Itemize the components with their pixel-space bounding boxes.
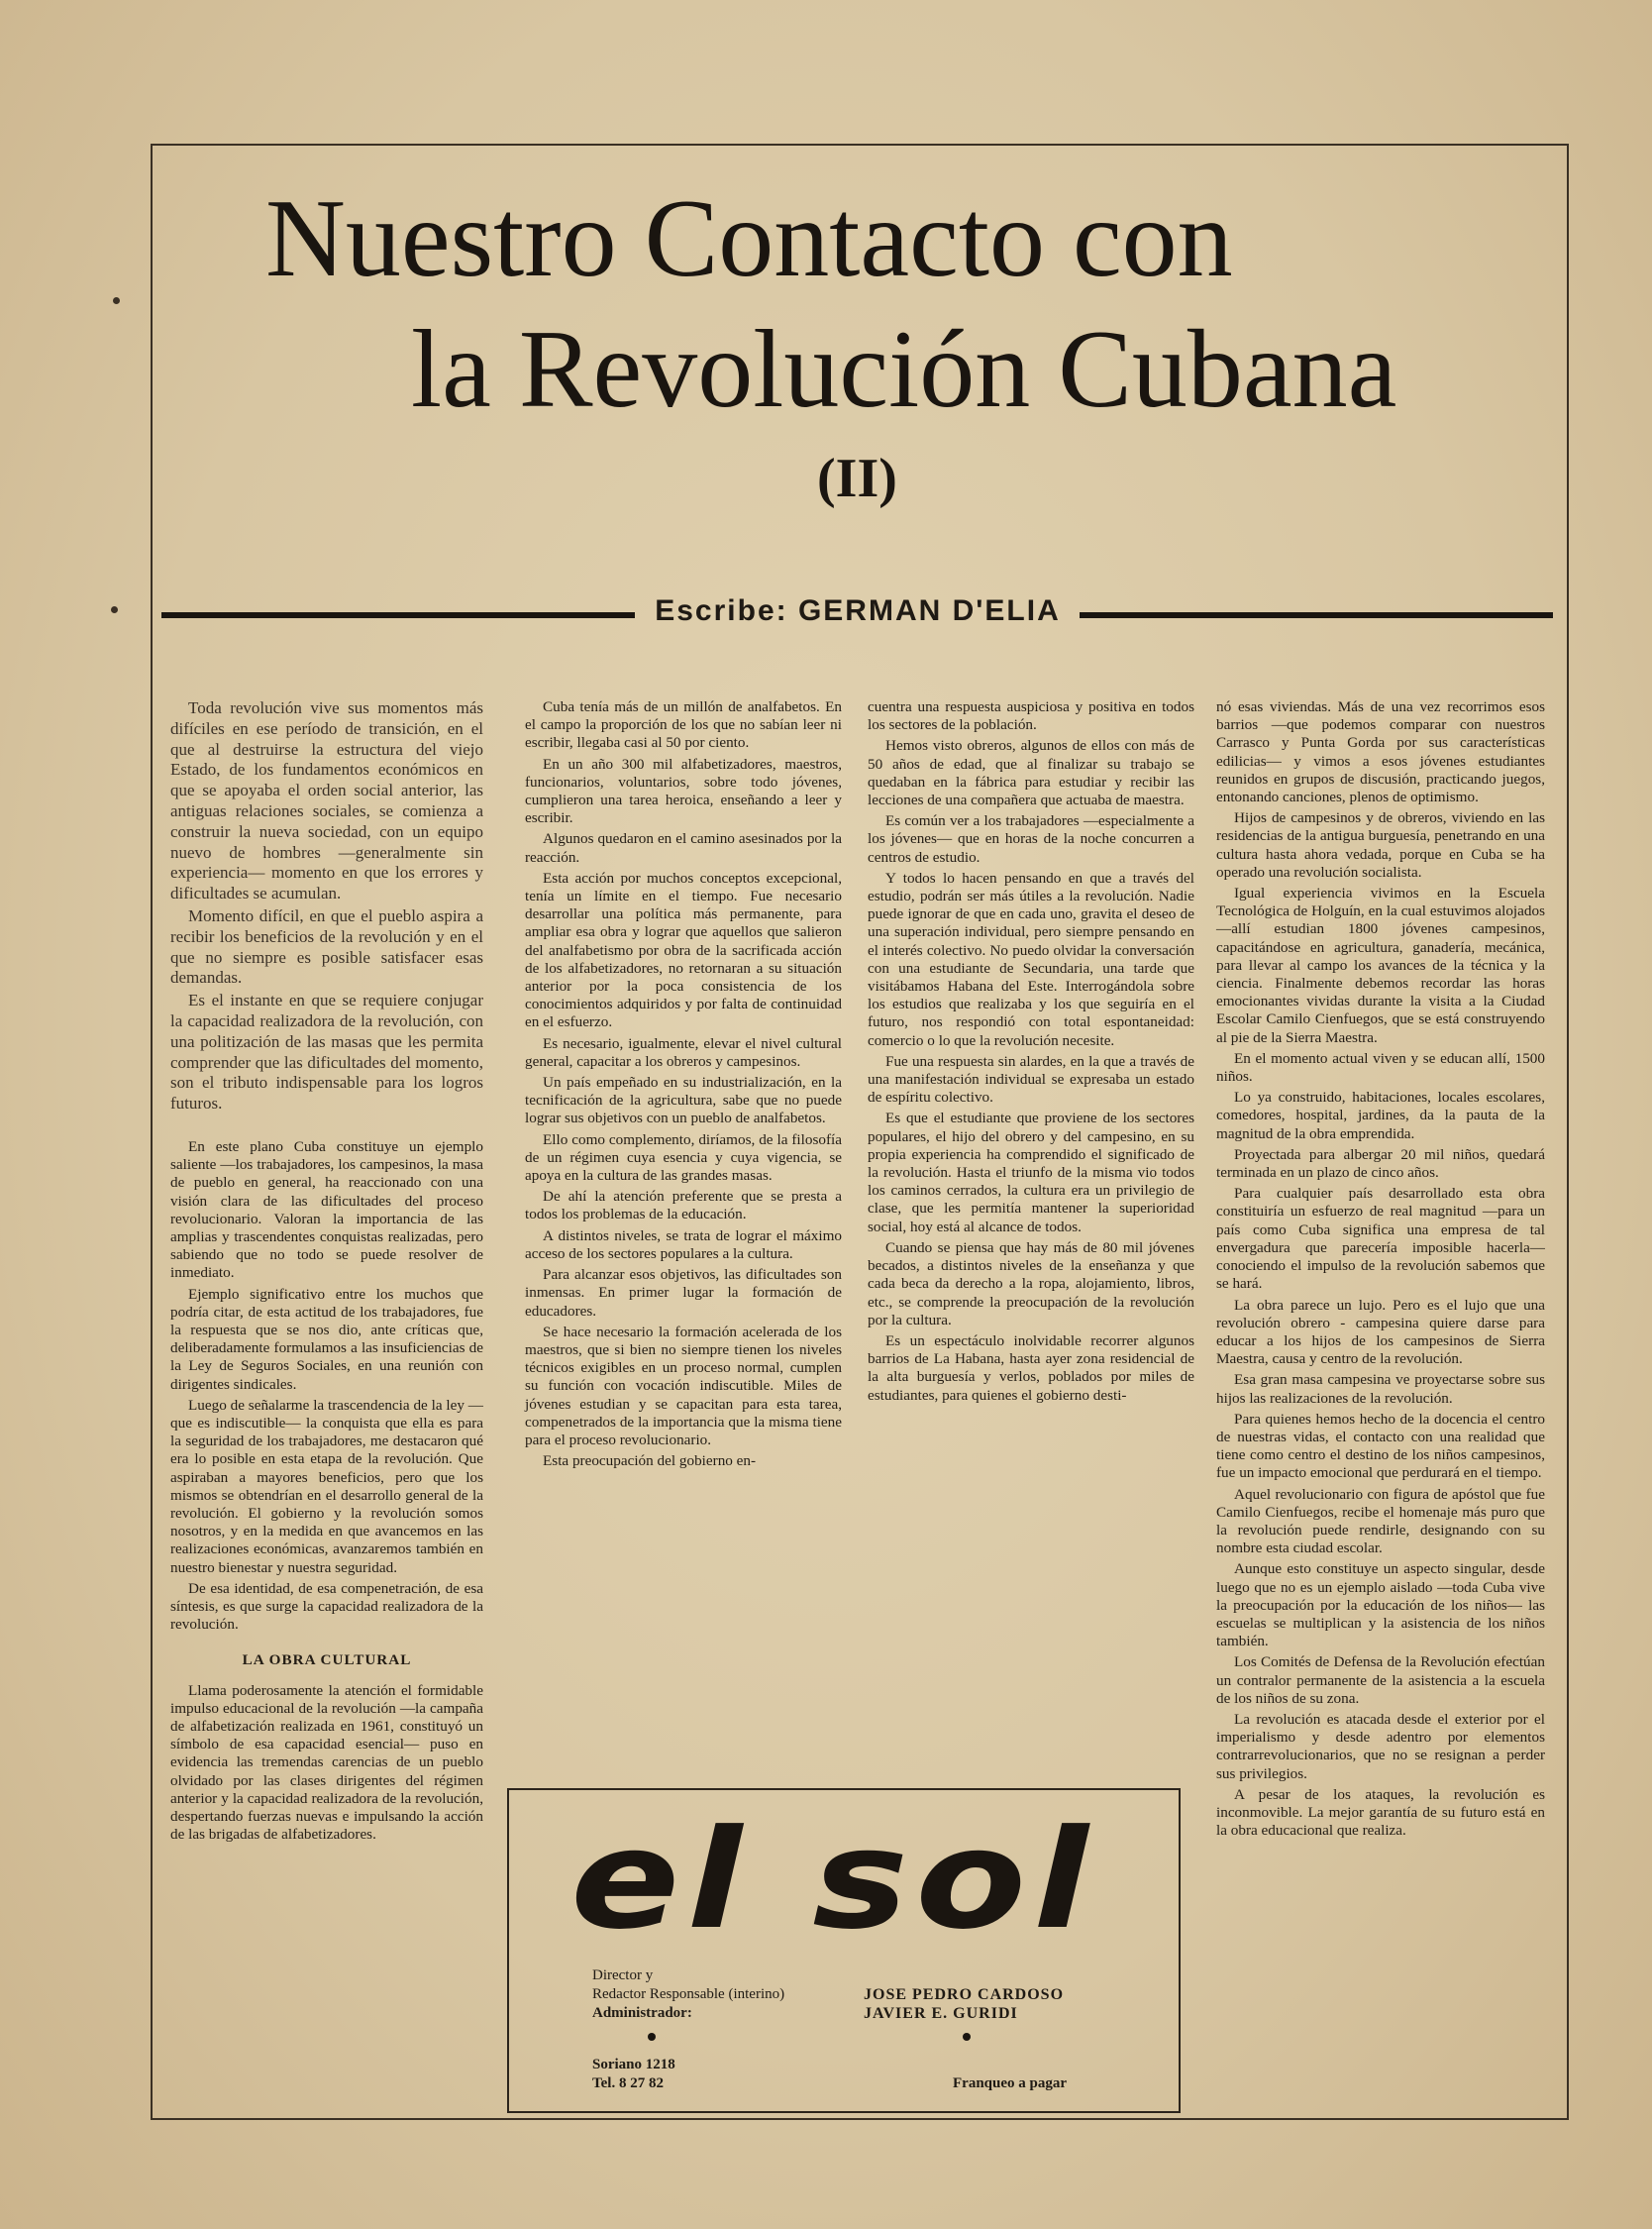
paragraph: La revolución es atacada desde el exterior por el imperialismo y desde adentro por elementos contrarrevolucionarios, que no se resignan a perder sus privilegios. bbox=[1216, 1710, 1545, 1782]
paragraph: En el momento actual viven y se educan allí, 1500 niños. bbox=[1216, 1049, 1545, 1086]
paragraph: La obra parece un lujo. Pero es el lujo que una revolución obrero - campesina quiere darse para educar a los hijos de los campesinos de Sierra Maestra, causa y centro de la revolución. bbox=[1216, 1296, 1545, 1368]
print-mark bbox=[111, 606, 118, 613]
paragraph: Lo ya construido, habitaciones, locales escolares, comedores, hospital, jardines, da la pauta de la magnitud de la obra emprendida. bbox=[1216, 1089, 1545, 1142]
paragraph: Esta preocupación del gobierno en- bbox=[543, 1452, 757, 1470]
paragraph: Esta acción por muchos conceptos excepcional, tenía un límite en el tiempo. Fue necesario desarrollar una política más permanente, para ampliar esa obra y lograr que aquellos que salieron del analfabetismo por obra de la sacrificada acción de los alfabetizadores, no retornaran a su situación anterior por la poca consistencia de los conocimientos adquiridos y por falta de continuidad en el esfuerzo. bbox=[525, 869, 842, 1031]
el-sol-logo bbox=[570, 1800, 1096, 1960]
paragraph: Los Comités de Defensa de la Revolución efectúan un contralor permanente de la asistencia a la escuela de los niños de su zona. bbox=[1216, 1653, 1545, 1707]
bullet-dot bbox=[963, 2033, 971, 2041]
print-mark bbox=[113, 297, 120, 304]
byline-rule-left bbox=[161, 612, 635, 618]
paragraph: Cuba tenía más de un millón de analfabetos. En el campo la proporción de los que no sabían leer ni escribir, llegaba casi al 50 por ciento. bbox=[525, 698, 842, 752]
paragraph: Para quienes hemos hecho de la docencia el centro de nuestras vidas, el contacto con una realidad que tiene como centro el destino de los niños campesinos, fue un impacto emocional que perdurará en el tiempo. bbox=[1216, 1410, 1545, 1482]
paragraph: En un año 300 mil alfabetizadores, maestros, funcionarios, voluntarios, sobre todo jóvenes, cumplieron una tarea heroica, enseñando a leer y escribir. bbox=[525, 755, 842, 827]
paragraph: Es un espectáculo inolvidable recorrer algunos barrios de La Habana, hasta ayer zona residencial de la alta burguesía y verlos, poblados por miles de estudiantes, para quienes el gobierno desti- bbox=[868, 1331, 1194, 1404]
paragraph: Proyectada para albergar 20 mil niños, quedará terminada en un plazo de cinco años. bbox=[1216, 1145, 1545, 1182]
masthead-credits bbox=[592, 1966, 784, 2023]
logo-text: el sol bbox=[570, 1800, 1096, 1960]
paragraph: Es que el estudiante que proviene de los sectores populares, el hijo del obrero y del campesino, en su propia experiencia ha comprendido el significado de la revolución. Hasta el triunfo de la misma vio todos los caminos cerrados, la cultura era un privilegio de clase, que les permitía mantener la superioridad social, hoy está al alcance de todos. bbox=[868, 1110, 1194, 1235]
phone: Tel. 8 27 82 bbox=[592, 2075, 664, 2091]
paragraph: Toda revolución vive sus momentos más difíciles en ese período de transición, en el que al destruirse la estructura del viejo Estado, de los fundamentos económicos en que se apoyaba el orden social anterior, las antiguas relaciones sociales, se comienza a construir la nueva sociedad, con un equipo nuevo de hombres —generalmente sin experiencia— momento en que los errores y dificultades se acumulan. bbox=[170, 698, 483, 903]
column-3 bbox=[868, 698, 1194, 1408]
paragraph: Igual experiencia vivimos en la Escuela Tecnológica de Holguín, en la cual estuvimos alojados —allí estudian 1800 jóvenes campesinos, capacitándose en agricultura, ganadería, mecánica, para llevar al campo los avances de la técnica y la ciencia. Finalmente debemos recordar las horas emocionantes vividas durante la visita a la Ciudad Escolar Camilo Cienfuegos, que se está construyendo al pie de la Sierra Maestra. bbox=[1216, 885, 1545, 1046]
title-part: (II) bbox=[817, 448, 897, 509]
masthead-box bbox=[507, 1788, 1181, 2113]
paragraph: cuentra una respuesta auspiciosa y positiva en todos los sectores de la población. bbox=[868, 698, 1194, 734]
section-subhead: LA OBRA CULTURAL bbox=[242, 1651, 412, 1669]
bullet-dot bbox=[648, 2033, 656, 2041]
column-4 bbox=[1216, 698, 1545, 1843]
paragraph: Para alcanzar esos objetivos, las dificultades son inmensas. En primer lugar la formación de educadores. bbox=[525, 1266, 842, 1320]
paragraph: A pesar de los ataques, la revolución es inconmovible. La mejor garantía de su futuro está en la obra educacional que realiza. bbox=[1216, 1785, 1545, 1840]
paragraph: Es necesario, igualmente, elevar el nivel cultural general, capacitar a los obreros y campesinos. bbox=[525, 1034, 842, 1070]
address: Soriano 1218 bbox=[592, 2057, 675, 2072]
paragraph: Momento difícil, en que el pueblo aspira a recibir los beneficios de la revolución y en el que no siempre es posible satisfacer esas demandas. bbox=[170, 905, 483, 988]
paragraph: Aquel revolucionario con figura de apóstol que fue Camilo Cienfuegos, recibe el homenaje más puro que la revolución puede rendirle, designando con su nombre esta ciudad escolar. bbox=[1216, 1485, 1545, 1557]
paragraph: Hijos de campesinos y de obreros, viviendo en las residencias de la antigua burguesía, penetrando en una cultura hasta ahora vedada, porque en Cuba se ha operado una revolución socialista. bbox=[1216, 809, 1545, 881]
paragraph: De esa identidad, de esa compenetración, de esa síntesis, es que surge la capacidad realizadora de la revolución. bbox=[170, 1579, 483, 1634]
column-1 bbox=[170, 698, 483, 1847]
paragraph: Algunos quedaron en el camino asesinados por la reacción. bbox=[525, 830, 842, 866]
postage-note: Franqueo a pagar bbox=[953, 2075, 1068, 2091]
paragraph: Fue una respuesta sin alardes, en la que a través de una manifestación individual se expresaba un estado de espíritu colectivo. bbox=[868, 1052, 1194, 1107]
column-2 bbox=[525, 698, 842, 1473]
paragraph: Para cualquier país desarrollado esta obra constituiría un esfuerzo de real magnitud —para un país como Cuba significa una empresa de tal envergadura que parecería imposible hacerla— conociendo el impulso de la revolución sabemos que se hará. bbox=[1216, 1185, 1545, 1293]
admin-label: Administrador: bbox=[592, 2005, 692, 2021]
paragraph: Hemos visto obreros, algunos de ellos con más de 50 años de edad, que al finalizar su trabajo se quedaban en la fábrica para estudiar y recibir las lecciones de una compañera que actuaba de maestra. bbox=[868, 737, 1194, 809]
paragraph: A distintos niveles, se trata de lograr el máximo acceso de los sectores populares a la cultura. bbox=[525, 1226, 842, 1262]
paragraph: Llama poderosamente la atención el formidable impulso educacional de la revolución —la campaña de alfabetización realizada en 1961, constituyó un símbolo de esa capacidad esencial— puso en evidencia las tremendas carencias de un pueblo olvidado por las clases dirigentes del régimen anterior y la capacidad realizadora de la revolución, despertando fuerzas nuevas e impulsando la acción de las brigadas de alfabetizadores. bbox=[170, 1681, 483, 1844]
paragraph: Se hace necesario la formación acelerada de los maestros, que si bien no siempre tienen los niveles técnicos exigibles en un proceso normal, cumplen su función con vocación indiscutible. Miles de jóvenes estudian y se capacitan para esta tarea, compenetrados de la importancia que la misma tiene para el proceso revolucionario. bbox=[525, 1323, 842, 1448]
paragraph: De ahí la atención preferente que se presta a todos los problemas de la educación. bbox=[525, 1188, 842, 1223]
director-name: JOSE PEDRO CARDOSO bbox=[864, 1986, 1065, 2003]
paragraph: nó esas viviendas. Más de una vez recorrimos esos barrios —que podemos comparar con nuestros Carrasco y Punta Gorda por sus características edilicias— y vimos a esos jóvenes estudiantes reunidos en grupos de discusión, practicando juegos, entonando canciones, plenos de optimismo. bbox=[1216, 698, 1545, 806]
paragraph: Ello como complemento, diríamos, de la filosofía de un régimen cuya esencia y cuya vigencia, se apoya en la cultura de las grandes masas. bbox=[525, 1130, 842, 1185]
paragraph: Cuando se piensa que hay más de 80 mil jóvenes becados, a distintos niveles de la enseñanza y que cada beca da derecho a la ropa, alojamiento, libros, etc., se comprende la preocupación de la revolución por la cultura. bbox=[868, 1238, 1194, 1328]
byline: Escribe: GERMAN D'ELIA bbox=[655, 594, 1061, 627]
paragraph: Esa gran masa campesina ve proyectarse sobre sus hijos las realizaciones de la revolución. bbox=[1216, 1371, 1545, 1407]
paragraph: Es el instante en que se requiere conjugar la capacidad realizadora de la revolución, con una politización de las masas que les permita comprender que las dificultades del momento, son el tributo indispensable para los logros futuros. bbox=[170, 991, 483, 1114]
paragraph: Y todos lo hacen pensando en que a través del estudio, podrán ser más útiles a la revolución. Nadie puede ignorar de que en cada uno, gravita el deseo de una superación individual, pero siempre pensando en el interés colectivo. No puedo olvidar la conversación con una estudiante de Secundaria, una tarde que visitábamos Habana del Este. Interrogándola sobre los estudios que realizaba y los que seguiría en el futuro, nos respondió con total espontaneidad: comercio o lo que la revolución necesite. bbox=[868, 869, 1194, 1049]
title-line-2: la Revolución Cubana bbox=[411, 308, 1397, 431]
byline-bar bbox=[161, 594, 1553, 634]
paragraph: Un país empeñado en su industrialización, en la tecnificación de la agricultura, sabe que no puede lograr sus objetivos con un pueblo de analfabetos. bbox=[525, 1074, 842, 1127]
paragraph: Aunque esto constituye un aspecto singular, desde luego que no es un ejemplo aislado —toda Cuba vive la preocupación por la educación de los niños— las escuelas se multiplican y la asistencia de los niños también. bbox=[1216, 1560, 1545, 1650]
masthead-address bbox=[592, 2056, 675, 2093]
byline-rule-right bbox=[1080, 612, 1553, 618]
director-label: Director y bbox=[592, 1967, 654, 1983]
paragraph: Luego de señalarme la trascendencia de la ley —que es indiscutible— la conquista que ella es para la seguridad de los trabajadores, me destacaron qué era lo posible en esta etapa de la revolución. Que aspiraban a mayores beneficios, pero que los mismos se obtendrían en el desarrollo general de la revolución. El gobierno y la revolución somos nosotros, y en la medida en que avancemos en las realizaciones económicas, avanzaremos también en nuestro bienestar y nuestra seguridad. bbox=[170, 1396, 483, 1576]
title-line-1: Nuestro Contacto con bbox=[265, 177, 1233, 300]
admin-name: JAVIER E. GURIDI bbox=[864, 2005, 1018, 2022]
lead-text bbox=[170, 698, 483, 1114]
paragraph: En este plano Cuba constituye un ejemplo saliente —los trabajadores, los campesinos, la masa de pueblo en general, ha reaccionado con una visión clara de las dificultades del proceso revolucionario. Valoran la importancia de las amplias y trascendentes conquistas realizadas, pero sabiendo que no todo se puede resolver de inmediato. bbox=[170, 1137, 483, 1282]
masthead-names bbox=[864, 1985, 1064, 2023]
paragraph: Es común ver a los trabajadores —especialmente a los jóvenes— que en horas de la noche concurren a centros de estudio. bbox=[868, 812, 1194, 866]
redactor-label: Redactor Responsable (interino) bbox=[592, 1986, 785, 2002]
paragraph: Ejemplo significativo entre los muchos que podría citar, de esta actitud de los trabajadores, fue la respuesta que se nos dio, ante críticas que, deliberadamente formulamos a las insuficiencias de la Ley de Seguros Sociales, en una reunión con dirigentes sindicales. bbox=[170, 1285, 483, 1393]
